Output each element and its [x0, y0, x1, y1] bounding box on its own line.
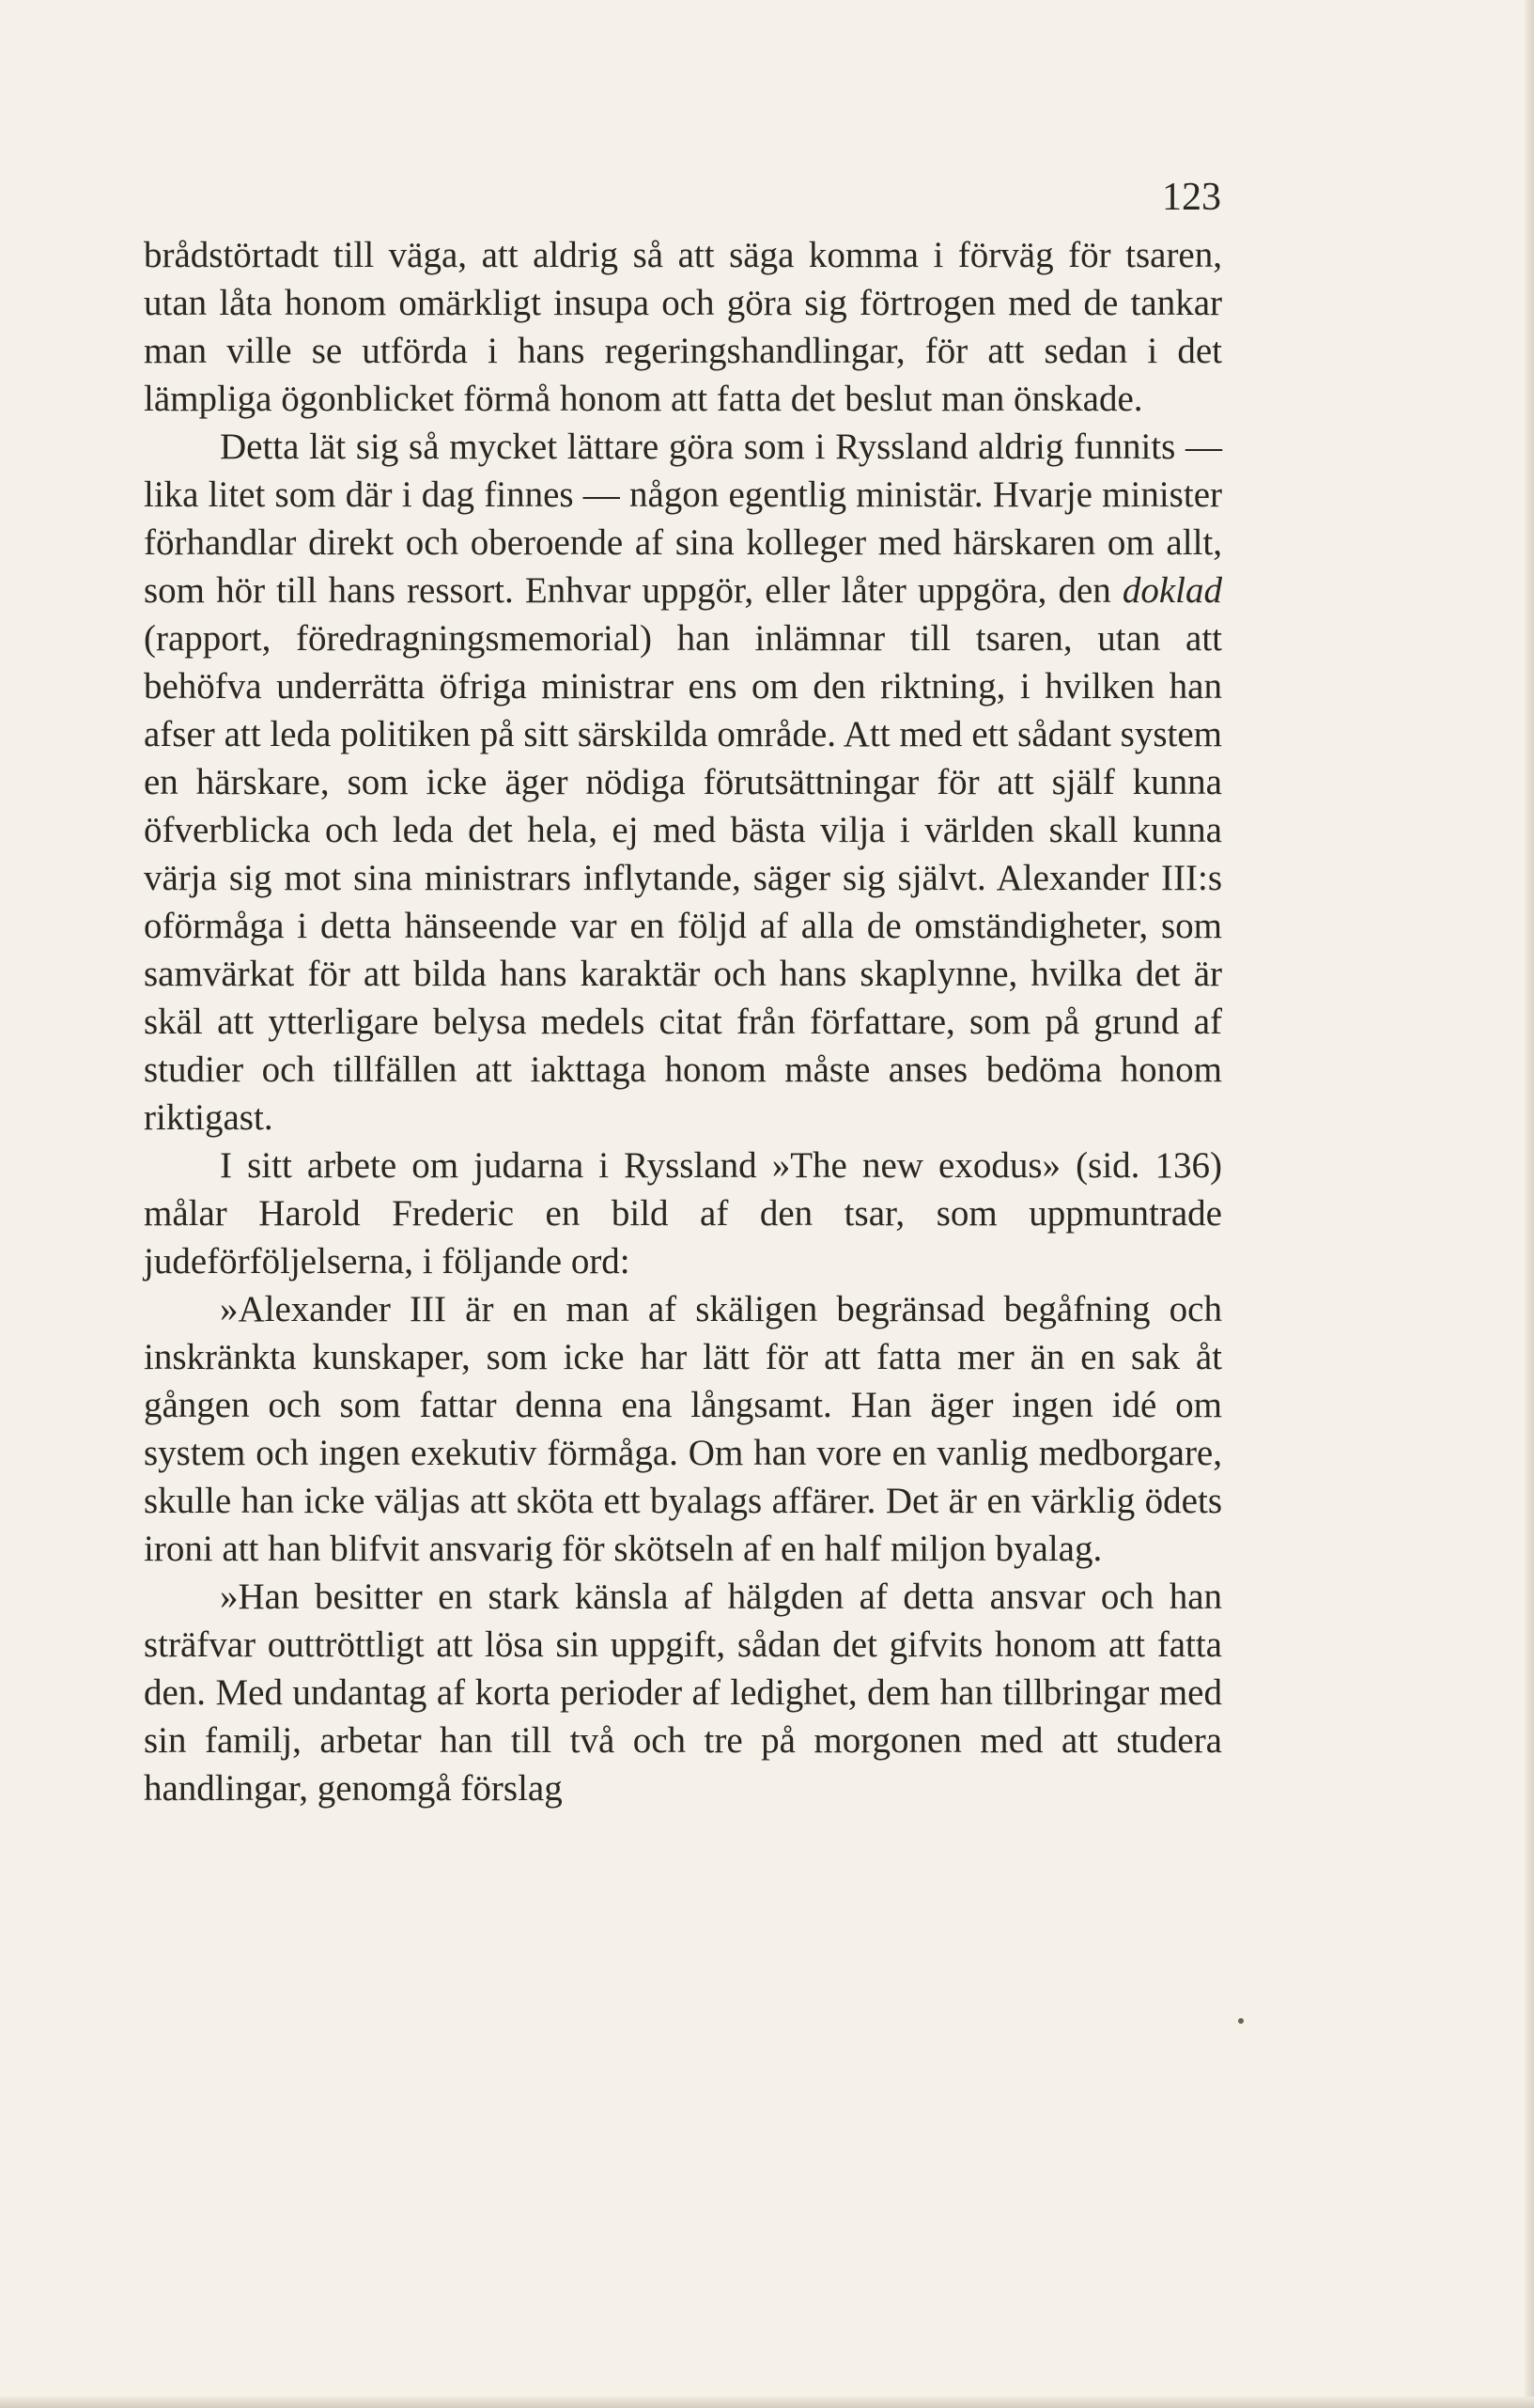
body-text: [144, 231, 1222, 1812]
paragraph: [144, 423, 1222, 1142]
paragraph: [144, 1285, 1222, 1573]
page-edge-right: [1525, 0, 1534, 2408]
text-run: (rapport, föredragningsmemorial) han inlämnar till tsaren, utan att behöfva underrätta öfriga ministrar ens om den riktning, i hvilken han afser att leda politiken på sitt särskilda område. Att med ett sådant system en härskare, som icke äger nödiga förutsättningar för att själf kunna öfverblicka och leda det hela, ej med bästa vilja i världen skall kunna värja sig mot sina ministrars inflytande, säger sig självt. Alexander III:s oförmåga i detta hänseende var en följd af alla de omständigheter, som samvärkat för att bilda hans karaktär och hans skaplynne, hvilka det är skäl att ytterligare belysa medels citat från författare, som på grund af studier och tillfällen att iakttaga honom måste anses bedöma honom riktigast.: [144, 618, 1222, 1138]
page-number: 123: [1162, 176, 1221, 219]
paragraph: [144, 1142, 1222, 1285]
paragraph: [144, 231, 1222, 423]
text-run: »Han besitter en stark känsla af hälgden af detta ansvar och han sträfvar outtröttligt att lösa sin uppgift, sådan det gifvits honom att fatta den. Med undantag af korta perioder af ledighet, dem han tillbringar med sin familj, arbetar han till två och tre på morgonen med att studera handlingar, genomgå förslag: [144, 1577, 1222, 1809]
text-run: Detta lät sig så mycket lättare göra som i Ryssland aldrig funnits — lika litet som där i dag finnes — någon egentlig ministär. Hvarje minister förhandlar direkt och oberoende af sina kolleger med härskaren om allt, som hör till hans ressort. Enhvar uppgör, eller låter uppgöra, den: [144, 427, 1222, 611]
paragraph: [144, 1573, 1222, 1812]
page-edge-bottom: [0, 2397, 1534, 2408]
text-run: »Alexander III är en man af skäligen begränsad begåfning och inskränkta kunskaper, som icke har lätt för att fatta mer än en sak åt gången och som fattar denna ena långsamt. Han äger ingen idé om system och ingen exekutiv förmåga. Om han vore en vanlig medborgare, skulle han icke väljas att sköta ett byalags affärer. Det är en värklig ödets ironi att han blifvit ansvarig för skötseln af en half miljon byalag.: [144, 1289, 1222, 1569]
ink-speck: [1238, 2018, 1244, 2024]
italic-term: doklad: [1122, 570, 1222, 611]
text-run: I sitt arbete om judarna i Ryssland »The new exodus» (sid. 136) målar Harold Frederic en bild af den tsar, som uppmuntrade judeförföljelserna, i följande ord:: [144, 1145, 1222, 1282]
text-run: brådstörtadt till väga, att aldrig så att säga komma i förväg för tsaren, utan låta honom omärkligt insupa och göra sig förtrogen med de tankar man ville se utförda i hans regeringshandlingar, för att sedan i det lämpliga ögonblicket förmå honom att fatta det beslut man önskade.: [144, 235, 1222, 419]
